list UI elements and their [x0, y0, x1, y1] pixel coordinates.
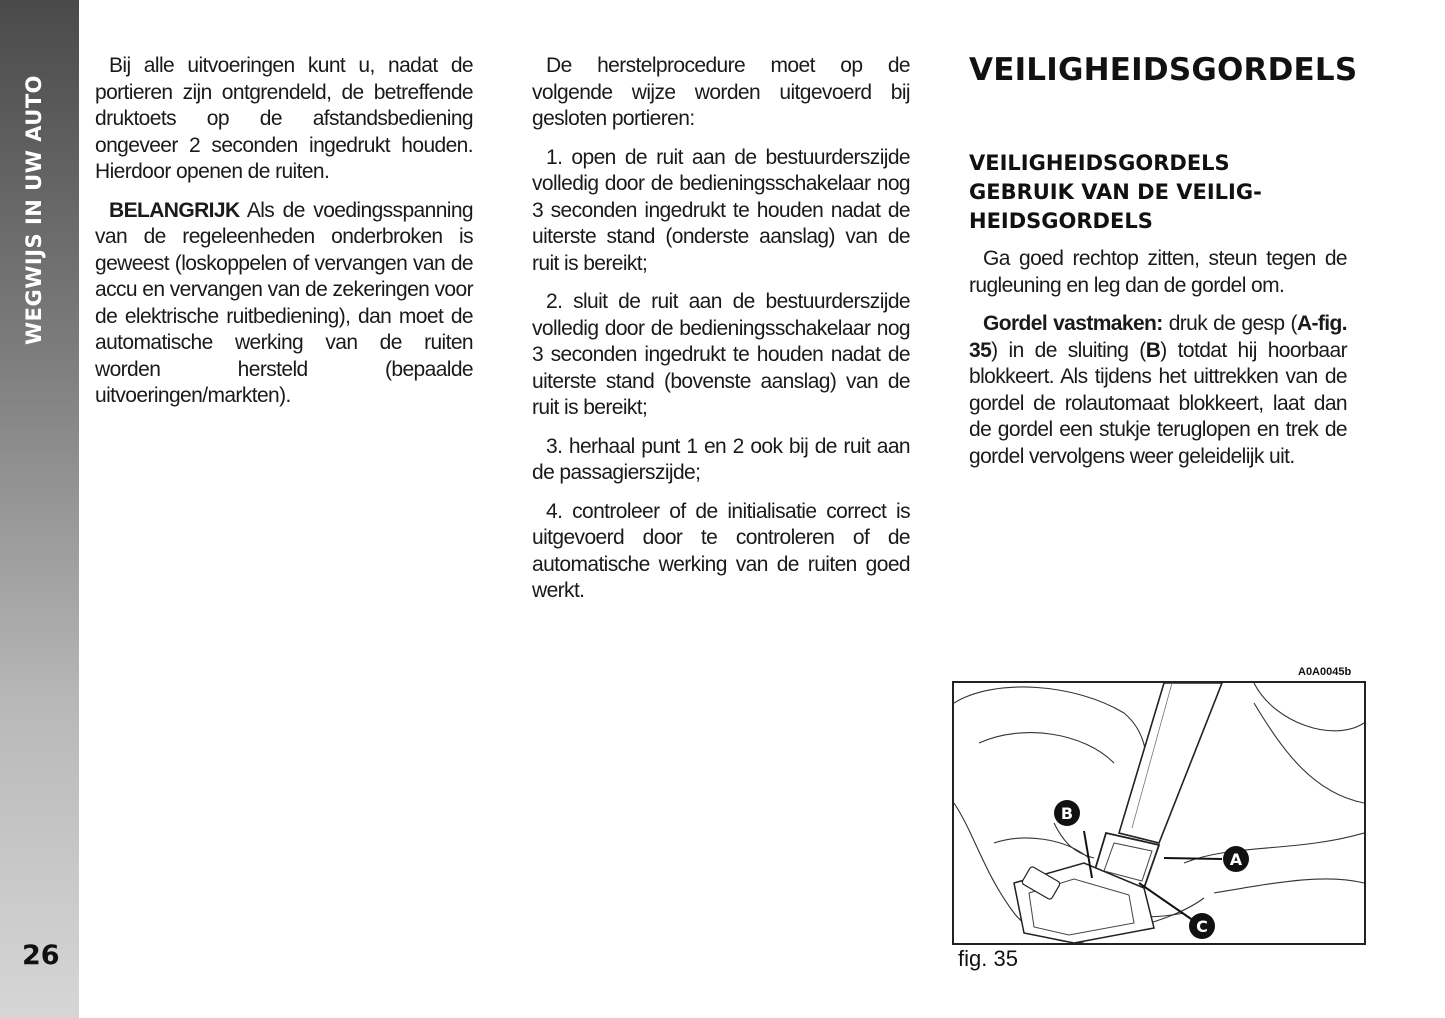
seatbelt-illustration: [952, 681, 1366, 945]
subheading-line: GEBRUIK VAN DE VEILIG-: [969, 180, 1262, 204]
subheading-line: VEILIGHEIDSGORDELS: [969, 151, 1230, 175]
section-heading: VEILIGHEIDSGORDELS: [969, 52, 1358, 88]
procedure-step: 2. sluit de ruit aan de bestuurderszijde volledig door de bedieningsschakelaar nog 3 seconden ingedrukt te houden nadat de uiterste stand (bovenste aanslag) van de ruit is bereikt;: [532, 290, 910, 419]
page-number: 26: [22, 940, 60, 971]
column-3: [969, 52, 1358, 482]
important-label: BELANGRIJK: [109, 198, 240, 222]
paragraph-important: [95, 198, 473, 410]
figure-code: A0A0045b: [1298, 666, 1352, 678]
figure-reference: A-fig. 35: [969, 312, 1347, 362]
callout-a: [1223, 846, 1249, 872]
column-2: [532, 53, 910, 617]
callout-b-label: B: [1060, 804, 1074, 823]
paragraph-fasten: [969, 311, 1347, 470]
fasten-label: Gordel vastmaken:: [983, 312, 1163, 335]
important-text: Als de voedingsspanning van de regeleenheden onderbroken is geweest (loskoppelen of vervangen van de accu en vervangen van de zekeringen voor de elektrische ruitbediening), dan moet de automatische werking van de ruiten worden hersteld (bepaalde uitvoeringen/markten).: [95, 198, 473, 407]
figure-caption: fig. 35: [958, 946, 1018, 971]
subsection-heading: [969, 149, 1347, 236]
paragraph: Ga goed rechtop zitten, steun tegen de rugleuning en leg dan de gordel om.: [969, 247, 1347, 297]
chapter-title: WEGWIJS IN UW AUTO: [22, 74, 46, 345]
fasten-text: ) totdat hij hoorbaar blokkeert. Als tijdens het uittrekken van de gordel de rolautomaat blokkeert, laat dan de gordel een stukje teruglopen en trek de gordel vervolgens weer geleidelijk uit.: [969, 338, 1347, 468]
procedure-intro: De herstelprocedure moet op de volgende wijze worden uitgevoerd bij gesloten portieren:: [532, 54, 910, 130]
procedure-step: 3. herhaal punt 1 en 2 ook bij de ruit aan de passagierszijde;: [532, 434, 910, 484]
subheading-line: HEIDSGORDELS: [969, 209, 1153, 233]
buckle-reference: B: [1145, 338, 1161, 362]
seatbelt-drawing: [954, 683, 1364, 943]
callout-a-label: A: [1229, 850, 1243, 869]
paragraph: Bij alle uitvoeringen kunt u, nadat de portieren zijn ontgrendeld, de betreffende druktoets op de afstandsbediening ongeveer 2 seconden ingedrukt houden. Hierdoor openen de ruiten.: [95, 54, 473, 183]
fasten-text: druk de gesp (: [1162, 312, 1297, 335]
callout-c-label: C: [1196, 917, 1208, 936]
callout-c: [1189, 913, 1215, 939]
column-1: [95, 53, 473, 422]
fasten-text: ) in de sluiting (: [991, 338, 1146, 362]
procedure-step: 4. controleer of de initialisatie correct is uitgevoerd door te controleren of de automatische werking van de ruiten goed werkt.: [532, 499, 910, 602]
procedure-step: 1. open de ruit aan de bestuurderszijde volledig door de bedieningsschakelaar nog 3 seconden ingedrukt te houden nadat de uiterste stand (onderste aanslag) van de ruit is bereikt;: [532, 145, 910, 275]
callout-b: [1054, 800, 1080, 826]
